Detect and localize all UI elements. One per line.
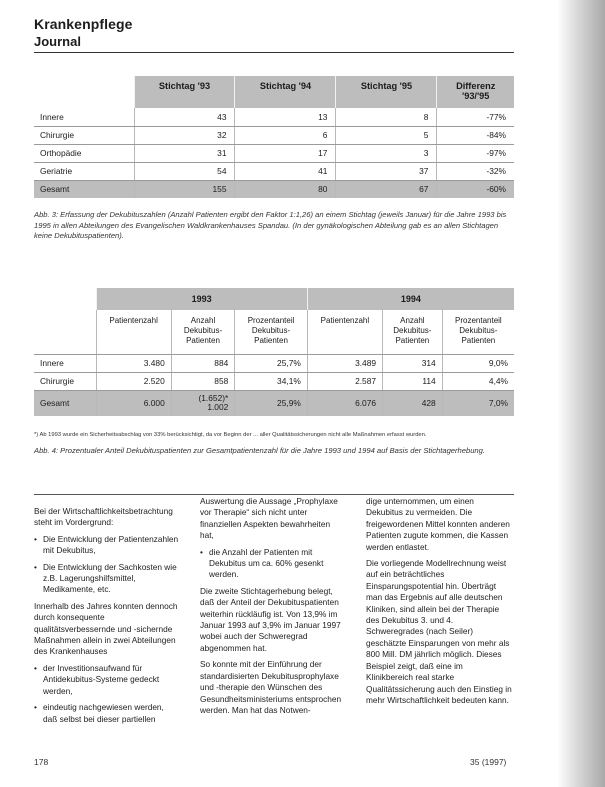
cell: 6: [235, 126, 336, 144]
total-row: [34, 180, 514, 198]
issue-number: 35 (1997): [470, 757, 507, 767]
cell: 25,9%: [235, 390, 308, 416]
cell: 6.000: [96, 390, 171, 416]
text-column-2: [200, 496, 346, 721]
row-label: Gesamt: [34, 390, 96, 416]
figure-caption: Abb. 3: Erfassung der Dekubituszahlen (Anzahl Patienten ergibt den Faktor 1:1,26) an einem Stichtag (jeweils Januar) für die Jahre 1993 bis 1995 in allen Abteilungen des Evangelischen Waldkrankenhauses Spandau. (In der gynäkologischen Abteilung gab es an allen Stichtagen keine Dekubituspatienten).: [34, 210, 507, 240]
cell: 3.480: [96, 354, 171, 372]
col-header: Prozentanteil Dekubitus- Patienten: [235, 310, 308, 354]
cell: 4,4%: [442, 372, 514, 390]
paragraph: Bei der Wirtschaftlichkeitsbetrachtung steht im Vordergrund:: [34, 506, 173, 528]
dekubitus-stichtag-table: [34, 76, 514, 198]
text-column-1: [34, 506, 180, 730]
row-label: Innere: [34, 354, 96, 372]
list-item: • der Investitionsaufwand für Antidekubitus-Systeme gedeckt werden,: [34, 663, 180, 697]
table-row: [34, 354, 514, 372]
journal-subtitle: Journal: [34, 34, 81, 49]
paragraph: Die zweite Stichtagerhebung belegt, daß der Anteil der Dekubituspatienten weiterhin rückläufig ist. Von 13,9% im Januar 1993 auf 3,9% im Januar 1997 wobei auch der Schweregrad abgenommen hat.: [200, 585, 341, 653]
cell: 114: [383, 372, 443, 390]
dekubitus-percentage-table: [34, 288, 514, 416]
cell: 41: [235, 162, 336, 180]
cell: 6.076: [307, 390, 382, 416]
table-row: [34, 144, 514, 162]
cell: 2.520: [96, 372, 171, 390]
header-rule: [34, 52, 514, 53]
journal-title: Krankenpflege: [34, 16, 133, 32]
cell: 43: [134, 108, 235, 126]
paragraph: Auswertung die Aussage „Prophylaxe vor Therapie“ sich nicht unter finanziellen Aspekten bewahrheiten hat,: [200, 496, 338, 541]
table-row: [34, 126, 514, 144]
col-header: Patientenzahl: [96, 310, 171, 354]
bullet-list: [34, 534, 180, 596]
table-footnote: *) Ab 1993 wurde ein Sicherheitsabschlag von 33% berücksichtigt, da vor Beginn der ... aller Qualitätssicherungen nicht alle Maßnahmen erfasst wurden.: [34, 432, 427, 438]
year-header: 1993: [96, 288, 307, 310]
col-header: Anzahl Dekubitus- Patienten: [383, 310, 443, 354]
cell: 155: [134, 180, 235, 198]
table-row: [34, 372, 514, 390]
cell: -32%: [437, 162, 514, 180]
list-item: • die Anzahl der Patienten mit Dekubitus um ca. 60% gesenkt werden.: [200, 547, 346, 581]
cell: 32: [134, 126, 235, 144]
row-label: Chirurgie: [34, 126, 134, 144]
col-header: Stichtag '93: [134, 76, 235, 108]
cell: 314: [383, 354, 443, 372]
row-label: Orthopädie: [34, 144, 134, 162]
col-header: Patientenzahl: [307, 310, 382, 354]
cell: 9,0%: [442, 354, 514, 372]
row-label: Geriatrie: [34, 162, 134, 180]
col-header: Differenz '93/'95: [437, 76, 514, 108]
cell: 37: [336, 162, 437, 180]
col-header: Stichtag '95: [336, 76, 437, 108]
paragraph: Die vorliegende Modellrechnung weist auf ein beträchtliches Einsparungspotential hin. Überträgt man das Ergebnis auf alle deutschen Kliniken, sind allein bei der Therapie des Dekubitus 3. und 4. Schweregrades (nach Seiler) geschätzte Einsparungen von mehr als 800 Mill. DM jährlich möglich. Dieses Beispiel zeigt, daß eine im Klinikbereich real starke Qualitätssicherung auch den Einstieg in mehr Wirtschaftlichkeit bedeuten kann.: [366, 558, 512, 705]
cell: 428: [383, 390, 443, 416]
cell: -77%: [437, 108, 514, 126]
cell: -97%: [437, 144, 514, 162]
page-number: 178: [34, 757, 49, 767]
cell: -84%: [437, 126, 514, 144]
cell: 13: [235, 108, 336, 126]
cell: 54: [134, 162, 235, 180]
table-row: [34, 162, 514, 180]
list-item: • Die Entwicklung der Patientenzahlen mit Dekubitus,: [34, 534, 180, 557]
cell: 7,0%: [442, 390, 514, 416]
cell: 67: [336, 180, 437, 198]
paragraph: Innerhalb des Jahres konnten dennoch durch konsequente qualitätsverbessernde und -sichernde Maßnahmen allein in zwei Abteilungen des Krankenhauses: [34, 600, 178, 657]
table-row: [34, 108, 514, 126]
cell: 34,1%: [235, 372, 308, 390]
cell: 17: [235, 144, 336, 162]
cell: 5: [336, 126, 437, 144]
cell: 3: [336, 144, 437, 162]
bullet-list: [34, 663, 180, 725]
section-rule: [34, 494, 514, 495]
bullet-list: [200, 547, 346, 581]
cell: 31: [134, 144, 235, 162]
cell: 80: [235, 180, 336, 198]
year-header: 1994: [307, 288, 514, 310]
cell: (1.652)* 1.002: [171, 390, 235, 416]
col-header: Anzahl Dekubitus- Patienten: [171, 310, 235, 354]
cell: 858: [171, 372, 235, 390]
row-label: Chirurgie: [34, 372, 96, 390]
total-row: [34, 390, 514, 416]
list-item: • eindeutig nachgewiesen werden, daß selbst bei dieser partiellen: [34, 702, 180, 725]
figure-caption: Abb. 4: Prozentualer Anteil Dekubituspatienten zur Gesamtpatientenzahl für die Jahre 1993 und 1994 auf Basis der Stichtagerhebung.: [34, 446, 485, 455]
page-header: [34, 16, 514, 49]
cell: -60%: [437, 180, 514, 198]
col-header: Stichtag '94: [235, 76, 336, 108]
cell: 25,7%: [235, 354, 308, 372]
page-edge-shadow: [557, 0, 605, 787]
cell: 8: [336, 108, 437, 126]
paragraph: dige unternommen, um einen Dekubitus zu vermeiden. Die freigewordenen Mittel konnten anderen Patienten zugute kommen, die Kassen werden entlastet.: [366, 496, 510, 552]
paragraph: So konnte mit der Einführung der standardisierten Dekubitusprophylaxe und -therapie den Wünschen des Gesundheitsministeriums entsprochen werden. Man hat das Notwen-: [200, 659, 342, 715]
row-label: Gesamt: [34, 180, 134, 198]
cell: 3.489: [307, 354, 382, 372]
cell: 884: [171, 354, 235, 372]
col-header: Prozentanteil Dekubitus- Patienten: [442, 310, 514, 354]
text-column-3: [366, 496, 512, 711]
row-label: Innere: [34, 108, 134, 126]
list-item: • Die Entwicklung der Sachkosten wie z.B. Lagerungshilfsmittel, Medikamente, etc.: [34, 562, 180, 596]
cell: 2.587: [307, 372, 382, 390]
